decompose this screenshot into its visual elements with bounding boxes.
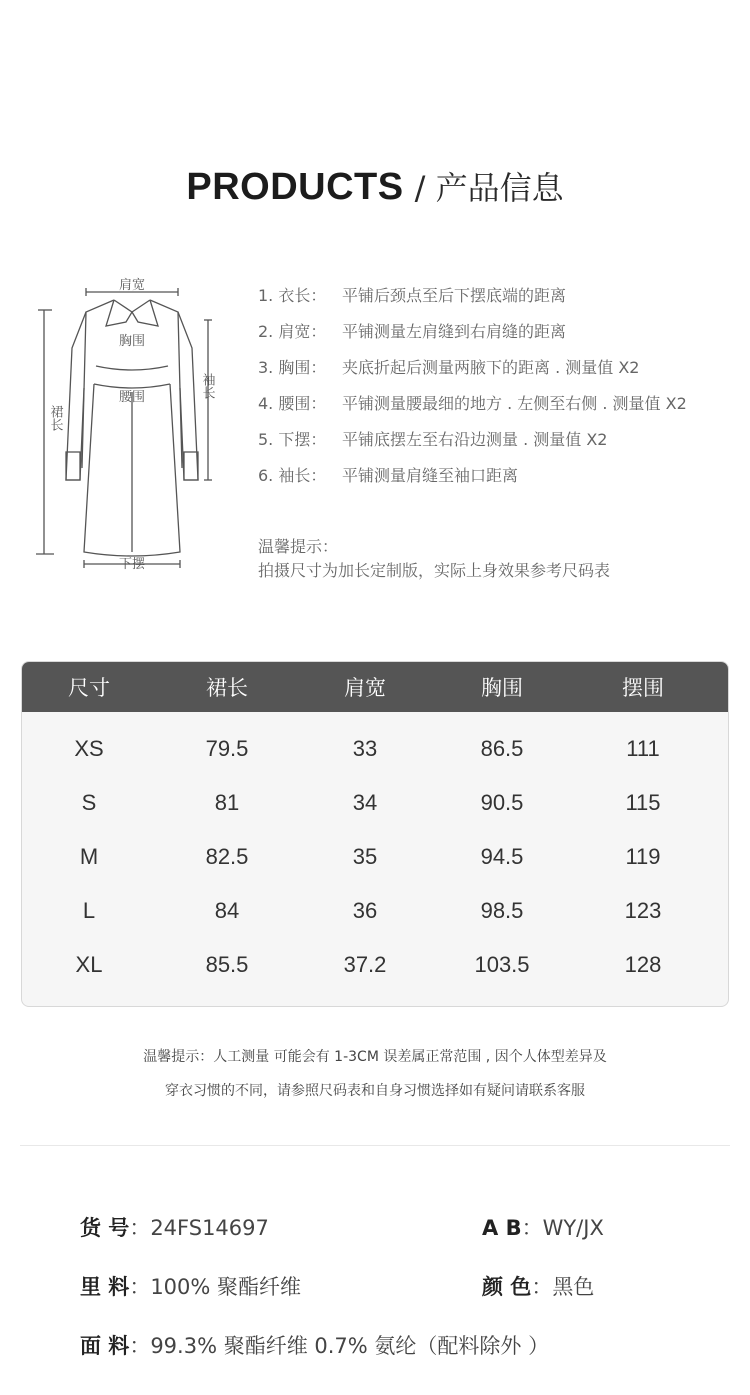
- item-number-value: 24FS14697: [150, 1216, 269, 1240]
- header-size: 尺寸: [68, 676, 110, 700]
- table-cell: M: [79, 844, 99, 869]
- table-cell: 81: [214, 790, 240, 815]
- fabric-label: 面 料: [80, 1334, 130, 1358]
- table-cell: 90.5: [480, 790, 524, 815]
- table-cell: XS: [74, 736, 104, 761]
- separator: ：: [129, 1334, 151, 1358]
- separator: ：: [129, 1275, 151, 1299]
- item-number-field: [80, 1212, 269, 1242]
- table-cell: 36: [352, 898, 378, 923]
- separator: ：: [531, 1275, 553, 1299]
- measurement-name: 1. 衣长：: [258, 285, 327, 305]
- fabric-value: 99.3% 聚酯纤维 0.7% 氨纶（配料除外 ）: [150, 1334, 550, 1358]
- header-hem: 摆围: [622, 676, 664, 700]
- shooting-tips: [258, 535, 610, 583]
- table-cell: 35: [352, 844, 378, 869]
- table-cell: 115: [625, 790, 661, 815]
- table-cell: 98.5: [480, 898, 524, 923]
- dress-measurement-diagram: [28, 268, 238, 578]
- measurement-name: 2. 肩宽：: [258, 321, 327, 341]
- title-english: PRODUCTS: [186, 166, 404, 208]
- tips-title: 温馨提示：: [258, 537, 339, 556]
- table-header-row: [22, 662, 728, 712]
- separator: ：: [521, 1216, 543, 1240]
- separator: ：: [129, 1216, 151, 1240]
- size-chart-table: [21, 661, 729, 1007]
- measurement-item: [258, 276, 738, 312]
- lining-label: 里 料: [80, 1275, 130, 1299]
- table-row: [22, 938, 728, 992]
- length-label: 裙长: [47, 405, 63, 431]
- lining-value: 100% 聚酯纤维: [150, 1275, 302, 1299]
- color-field: [482, 1271, 594, 1301]
- ab-value: WY/JX: [542, 1216, 604, 1240]
- measurement-item: [258, 420, 738, 456]
- header-length: 裙长: [206, 676, 248, 700]
- tips-text: 拍摄尺寸为加长定制版，实际上身效果参考尺码表: [258, 561, 611, 580]
- table-cell: 85.5: [205, 952, 249, 977]
- note-line-2: 穿衣习惯的不同，请参照尺码表和自身习惯选择如有疑问请联系客服: [165, 1083, 585, 1099]
- measurement-item: [258, 456, 738, 492]
- shoulder-label: 肩宽: [118, 278, 146, 293]
- chest-label: 胸围: [118, 334, 146, 349]
- table-cell: L: [82, 898, 96, 923]
- measurement-item: [258, 384, 738, 420]
- dress-outline-illustration: [28, 268, 238, 578]
- table-cell: 94.5: [480, 844, 524, 869]
- header-shoulder: 肩宽: [344, 676, 386, 700]
- table-cell: 82.5: [205, 844, 249, 869]
- table-cell: XL: [75, 952, 103, 977]
- table-cell: 128: [624, 952, 662, 977]
- fabric-field: [80, 1330, 549, 1360]
- measurement-desc: 平铺测量腰最细的地方 . 左侧至右侧 . 测量值 X2: [342, 393, 687, 413]
- table-cell: 37.2: [343, 952, 387, 977]
- measurement-instructions: [258, 276, 738, 492]
- section-divider: [20, 1145, 730, 1146]
- note-line-1: 温馨提示：人工测量 可能会有 1-3CM 误差属正常范围 , 因个人体型差异及: [143, 1049, 607, 1065]
- table-cell: 84: [214, 898, 240, 923]
- table-cell: 34: [352, 790, 378, 815]
- ab-label: A B: [482, 1216, 522, 1240]
- table-cell: 111: [626, 736, 660, 761]
- header-chest: 胸围: [481, 676, 523, 700]
- table-cell: 86.5: [480, 736, 524, 761]
- sleeve-label: 袖长: [199, 373, 215, 399]
- measurement-desc: 夹底折起后测量两腋下的距离 . 测量值 X2: [342, 357, 640, 377]
- measurement-name: 4. 腰围：: [258, 393, 327, 413]
- measurement-desc: 平铺后颈点至后下摆底端的距离: [342, 285, 567, 305]
- color-value: 黑色: [552, 1275, 595, 1299]
- lining-field: [80, 1271, 301, 1301]
- item-number-label: 货 号: [80, 1216, 130, 1240]
- color-label: 颜 色: [482, 1275, 532, 1299]
- table-cell: 103.5: [474, 952, 530, 977]
- waist-label: 腰围: [118, 390, 146, 405]
- measurement-note: [0, 1040, 750, 1108]
- hem-label: 下摆: [118, 557, 146, 572]
- measurement-item: [258, 348, 738, 384]
- measurement-name: 5. 下摆：: [258, 429, 327, 449]
- table-cell: S: [81, 790, 97, 815]
- table-row: [22, 776, 728, 830]
- measurement-desc: 平铺底摆左至右沿边测量 . 测量值 X2: [342, 429, 608, 449]
- measurement-name: 6. 袖长：: [258, 465, 327, 485]
- table-cell: 123: [624, 898, 662, 923]
- measurement-desc: 平铺测量左肩缝到右肩缝的距离: [342, 321, 567, 341]
- measurement-name: 3. 胸围：: [258, 357, 327, 377]
- measurement-desc: 平铺测量肩缝至袖口距离: [342, 465, 519, 485]
- measurement-item: [258, 312, 738, 348]
- table-cell: 33: [352, 736, 378, 761]
- title-chinese: / 产品信息: [414, 169, 564, 207]
- table-row: [22, 884, 728, 938]
- table-cell: 79.5: [205, 736, 249, 761]
- table-cell: 119: [625, 844, 661, 869]
- table-row: [22, 830, 728, 884]
- page-title: [0, 163, 750, 209]
- ab-field: [482, 1212, 604, 1242]
- table-row: [22, 722, 728, 776]
